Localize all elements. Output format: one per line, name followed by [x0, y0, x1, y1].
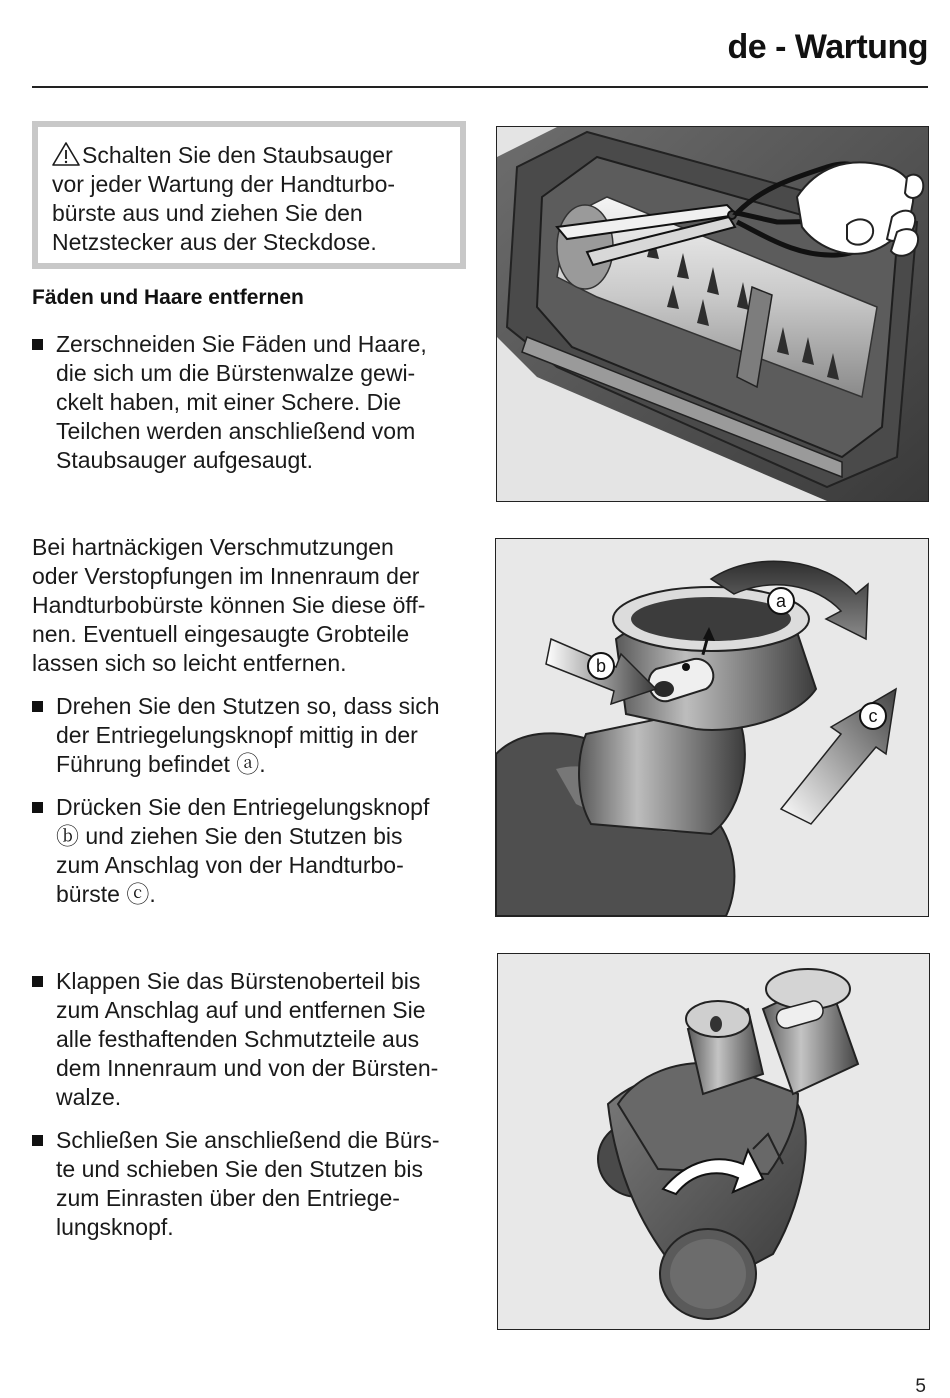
- bullet-text: [56, 330, 476, 475]
- text-line: Staubsauger aufgesaugt.: [56, 447, 314, 473]
- text-line: lassen sich so leicht entfernen.: [32, 650, 347, 676]
- text-line: oder Verstopfungen im Innenraum der: [32, 563, 420, 589]
- text-line: ckelt haben, mit einer Schere. Die: [56, 389, 402, 415]
- text-line: nen. Eventuell eingesaugte Grobteile: [32, 621, 410, 647]
- bullet-text: [56, 1126, 476, 1242]
- text-line: Drehen Sie den Stutzen so, dass sich: [56, 693, 440, 719]
- open-brush-illustration: [497, 953, 930, 1330]
- text-line: zum Anschlag von der Handturbo-: [56, 852, 404, 878]
- warning-text: [52, 141, 452, 257]
- instruction-bullet: [32, 967, 472, 1117]
- text-line: te und schieben Sie den Stutzen bis: [56, 1156, 423, 1182]
- warning-box: [32, 121, 466, 269]
- text-line: walze.: [56, 1084, 122, 1110]
- warning-line: vor jeder Wartung der Handturbo-: [52, 171, 396, 197]
- bullet-text: [56, 967, 476, 1112]
- label-c: c: [868, 706, 878, 726]
- nozzle-release-illustration: [495, 538, 929, 917]
- text-line: Drücken Sie den Entriegelungsknopf: [56, 794, 430, 820]
- page-number: 5: [915, 1376, 926, 1397]
- bullet-square-icon: [32, 701, 43, 712]
- bullet-text: [56, 793, 476, 909]
- page-title: de - Wartung: [727, 28, 928, 66]
- text-line: Schließen Sie anschließend die Bürs-: [56, 1127, 440, 1153]
- label-b: b: [595, 656, 607, 676]
- text-line: zum Einrasten über den Entriege-: [56, 1185, 400, 1211]
- bullet-text: [56, 692, 476, 779]
- bullet-square-icon: [32, 1135, 43, 1146]
- bullet-square-icon: [32, 339, 43, 350]
- instruction-bullet: [32, 692, 472, 782]
- bullet-square-icon: [32, 976, 43, 987]
- instruction-bullet: [32, 330, 472, 480]
- instruction-bullet: [32, 793, 472, 913]
- section-heading: Fäden und Haare entfernen: [32, 286, 304, 309]
- text-line: Zerschneiden Sie Fäden und Haare,: [56, 331, 427, 357]
- text-line: die sich um die Bürstenwalze gewi-: [56, 360, 416, 386]
- text-line: lungsknopf.: [56, 1214, 174, 1240]
- bullet-square-icon: [32, 802, 43, 813]
- warning-line: Schalten Sie den Staubsauger: [82, 142, 393, 168]
- text-line: Führung befindet ⓐ.: [56, 751, 266, 777]
- header-divider: [32, 86, 928, 88]
- scissors-brushroll-illustration: [496, 126, 929, 502]
- warning-line: Netzstecker aus der Steckdose.: [52, 229, 377, 255]
- text-line: Bei hartnäckigen Verschmutzungen: [32, 534, 394, 560]
- text-line: zum Anschlag auf und entfernen Sie: [56, 997, 426, 1023]
- warning-triangle-icon: [52, 142, 80, 166]
- text-line: Handturbobürste können Sie diese öff-: [32, 592, 426, 618]
- instruction-bullet: [32, 1126, 472, 1246]
- warning-line: bürste aus und ziehen Sie den: [52, 200, 363, 226]
- text-line: dem Innenraum und von der Bürsten-: [56, 1055, 439, 1081]
- text-line: Klappen Sie das Bürstenoberteil bis: [56, 968, 421, 994]
- text-line: alle festhaftenden Schmutzteile aus: [56, 1026, 420, 1052]
- text-line: Teilchen werden anschließend vom: [56, 418, 416, 444]
- text-line: bürste ⓒ.: [56, 881, 156, 907]
- intro-paragraph: [32, 533, 472, 678]
- text-line: ⓑ und ziehen Sie den Stutzen bis: [56, 823, 403, 849]
- text-line: der Entriegelungsknopf mittig in der: [56, 722, 418, 748]
- label-a: a: [775, 591, 787, 611]
